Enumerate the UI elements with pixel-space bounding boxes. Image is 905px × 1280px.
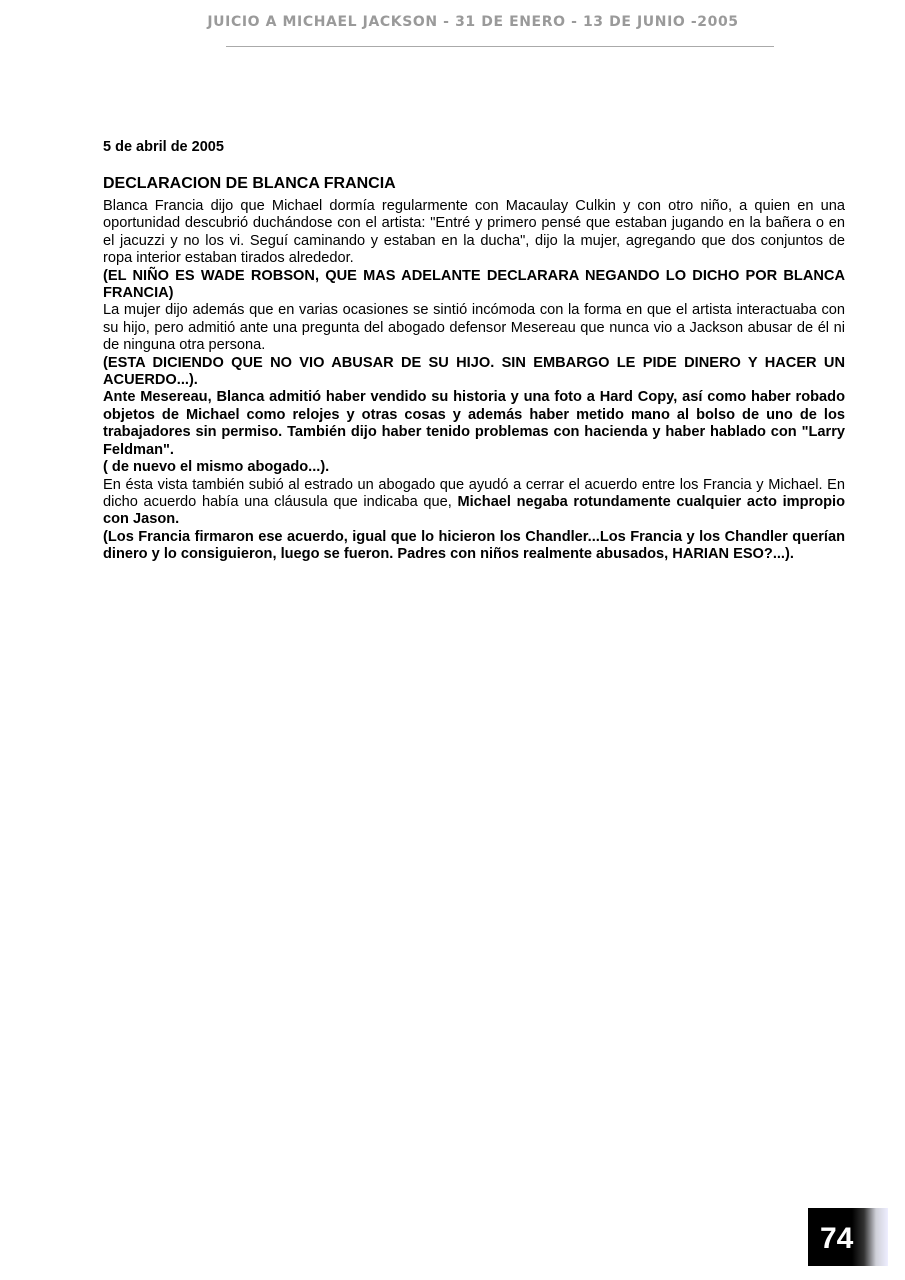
paragraph-bold-text: Michael negaba rotundamente cualquier acto impropio con Jason.: [103, 493, 845, 528]
header-rule: [226, 46, 774, 47]
paragraph-text: En ésta vista también subió al estrado un abogado que ayudó a cerrar el acuerdo entre los Francia y Michael. En dicho acuerdo había una cláusula que indicaba que,: [103, 476, 845, 510]
paragraph-bold: Ante Mesereau, Blanca admitió haber vendido su historia y una foto a Hard Copy, así como haber robado objetos de Michael como relojes y otras cosas y además haber metido mano al bolso de uno de los trabajadores sin permiso. También dijo haber tenido problemas con hacienda y haber hablado con "Larry Feldman".: [103, 389, 845, 458]
editorial-note: (Los Francia firmaron ese acuerdo, igual que lo hicieron los Chandler...Los Francia y los Chandler querían dinero y lo consiguieron, luego se fueron. Padres con niños realmente abusados, HARIAN ESO?...).: [103, 528, 845, 563]
article-body: [103, 198, 845, 564]
running-header: JUICIO A MICHAEL JACKSON - 31 DE ENERO - 13 DE JUNIO -2005: [207, 14, 739, 30]
entry-date: 5 de abril de 2005: [103, 139, 224, 155]
page-number: 74: [820, 1222, 854, 1255]
paragraph: [103, 477, 845, 529]
paragraph: La mujer dijo además que en varias ocasiones se sintió incómoda con la forma en que el artista interactuaba con su hijo, pero admitió ante una pregunta del abogado defensor Mesereau que nunca vio a Jackson abusar de él ni de ninguna otra persona.: [103, 302, 845, 354]
editorial-note: (ESTA DICIENDO QUE NO VIO ABUSAR DE SU HIJO. SIN EMBARGO LE PIDE DINERO Y HACER UN ACUERDO...).: [103, 354, 845, 389]
editorial-note: (EL NIÑO ES WADE ROBSON, QUE MAS ADELANTE DECLARARA NEGANDO LO DICHO POR BLANCA FRANCIA): [103, 267, 845, 302]
editorial-note: ( de nuevo el mismo abogado...).: [103, 459, 330, 476]
page-number-badge: [808, 1208, 888, 1266]
section-title: DECLARACION DE BLANCA FRANCIA: [103, 175, 396, 192]
paragraph: Blanca Francia dijo que Michael dormía regularmente con Macaulay Culkin y con otro niño, a quien en una oportunidad descubrió duchándose con el artista: "Entré y primero pensé que estaban jugando en la bañera o en el jacuzzi y no los vi. Seguí caminando y estaban en la ducha", dijo la mujer, agregando que dos conjuntos de ropa interior estaban tirados alrededor.: [103, 198, 845, 267]
